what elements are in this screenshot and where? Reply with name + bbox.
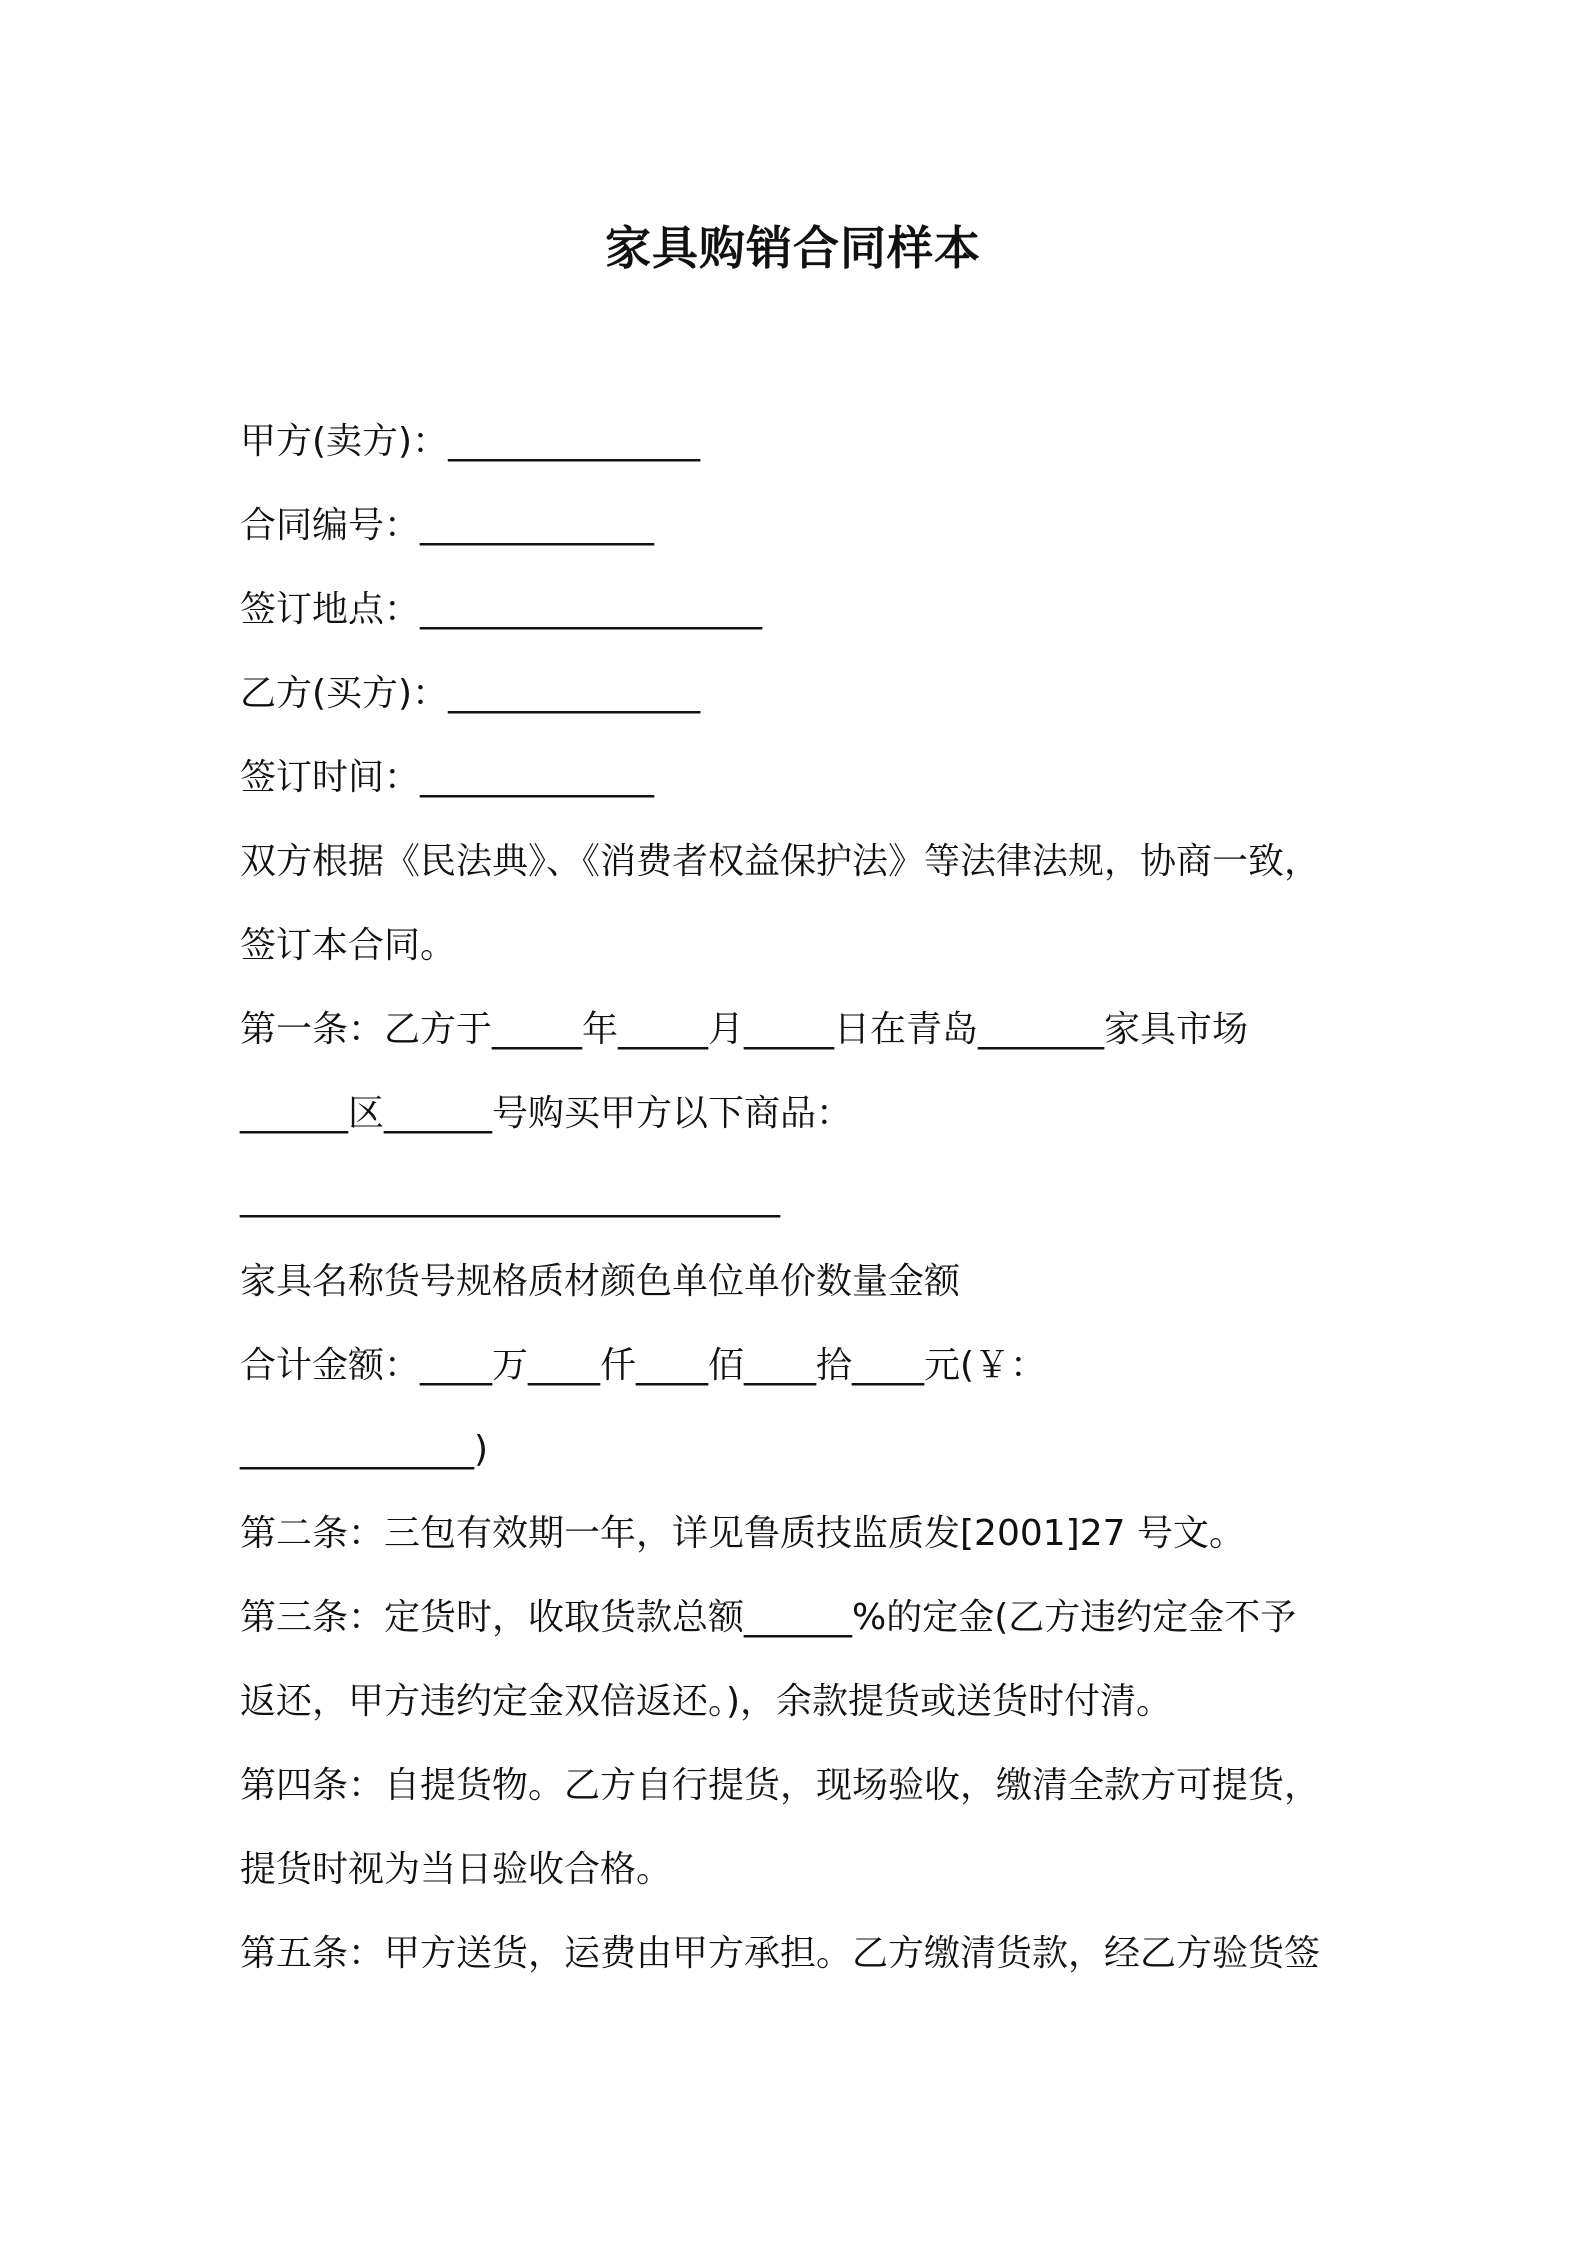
total-amount-line-1: 合计金额：____万____仟____佰____拾____元(￥： (240, 1345, 1047, 1386)
preamble-line-1: 双方根据《民法典》、《消费者权益保护法》等法律法规，协商一致， (240, 841, 1321, 882)
buyer-party-line: 乙方(买方)：______________ (240, 673, 701, 714)
article-3-line-2: 返还，甲方违约定金双倍返还。)，余款提货或送货时付清。 (240, 1681, 1173, 1722)
article-1-blank-line: ______________________________ (240, 1177, 780, 1218)
article-5-line-1: 第五条：甲方送货，运费由甲方承担。乙方缴清货款，经乙方验货签 (240, 1933, 1321, 1974)
contract-number-line: 合同编号：_____________ (240, 505, 655, 546)
goods-table-header: 家具名称货号规格质材颜色单位单价数量金额 (240, 1261, 961, 1302)
document-body (240, 400, 1360, 1996)
article-1-line-2: ______区______号购买甲方以下商品： (240, 1093, 853, 1134)
total-amount-line-2: _____________) (240, 1429, 489, 1470)
preamble-line-2: 签订本合同。 (240, 925, 457, 966)
document-title: 家具购销合同样本 (605, 221, 981, 275)
article-4-line-1: 第四条：自提货物。乙方自行提货，现场验收，缴清全款方可提货， (240, 1765, 1321, 1806)
article-1-line-1: 第一条：乙方于_____年_____月_____日在青岛_______家具市场 (240, 1009, 1249, 1050)
article-3-line-1: 第三条：定货时，收取货款总额______%的定金(乙方违约定金不予 (240, 1597, 1297, 1638)
signing-time-line: 签订时间：_____________ (240, 757, 655, 798)
article-4-line-2: 提货时视为当日验收合格。 (240, 1849, 673, 1890)
seller-party-line: 甲方(卖方)：______________ (240, 421, 701, 462)
article-2-line: 第二条：三包有效期一年，详见鲁质技监质发[2001]27 号文。 (240, 1513, 1245, 1554)
signing-place-line: 签订地点：___________________ (240, 589, 763, 630)
